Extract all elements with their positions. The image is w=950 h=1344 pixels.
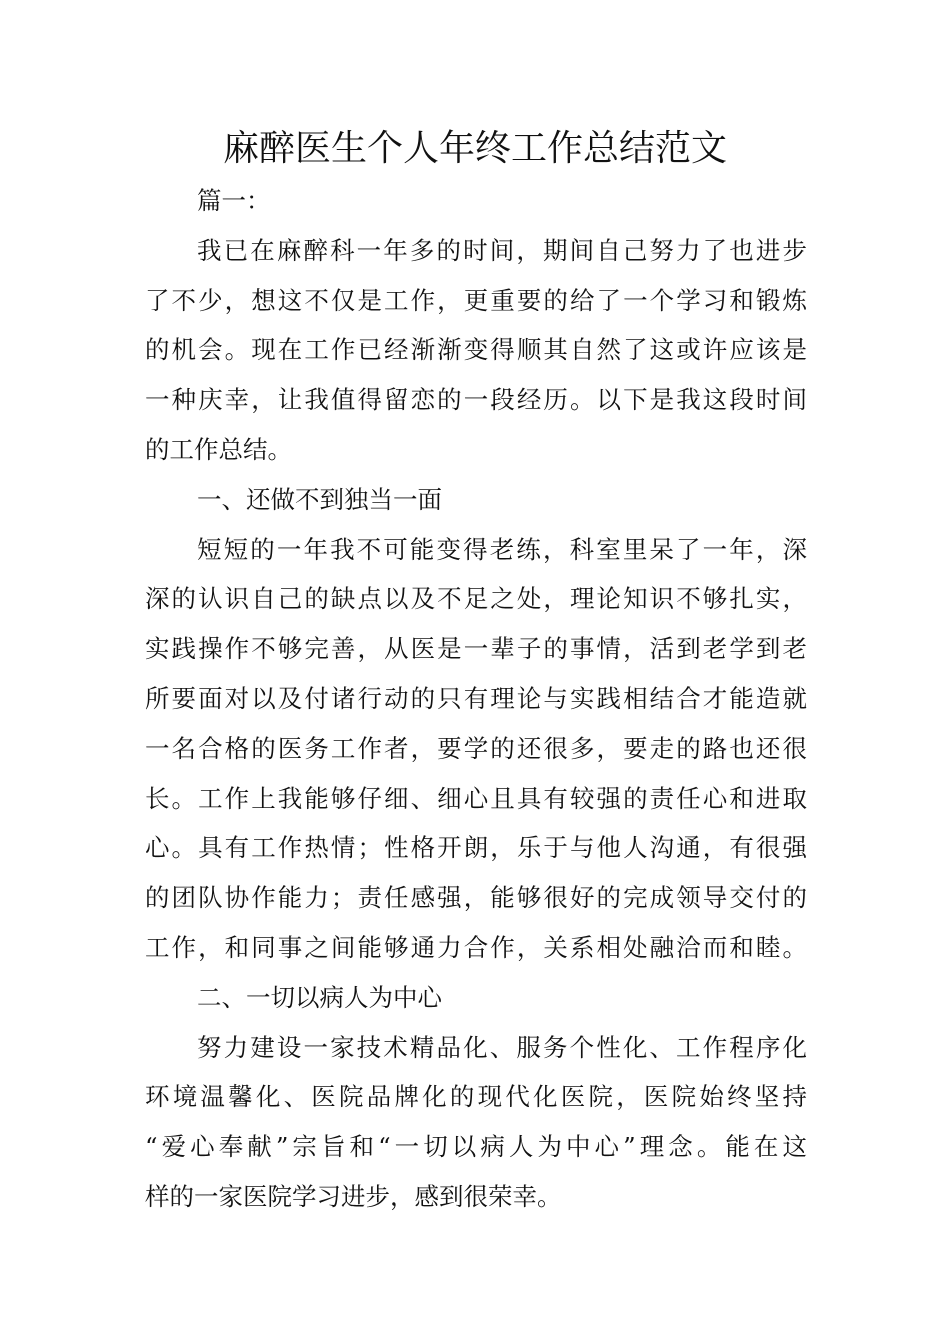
text-line: 篇一：	[197, 186, 271, 215]
text-line: 一名合格的医务工作者，要学的还很多，要走的路也还很	[145, 733, 807, 763]
text-line: 一种庆幸，让我值得留恋的一段经历。以下是我这段时间	[145, 385, 807, 415]
text-line: 实践操作不够完善，从医是一辈子的事情，活到老学到老	[145, 634, 807, 664]
text-line: 的工作总结。	[145, 434, 292, 464]
text-line: 深的认识自己的缺点以及不足之处，理论知识不够扎实，	[145, 584, 807, 614]
text-line: 一、还做不到独当一面	[197, 484, 442, 514]
text-line: 心。具有工作热情；性格开朗，乐于与他人沟通，有很强	[145, 833, 807, 863]
text-line: 的团队协作能力；责任感强，能够很好的完成领导交付的	[145, 883, 807, 913]
document-body	[145, 176, 807, 1222]
text-line: 的机会。现在工作已经渐渐变得顺其自然了这或许应该是	[145, 335, 807, 365]
document-title: 麻醉医生个人年终工作总结范文	[222, 128, 727, 169]
text-line: 所要面对以及付诸行动的只有理论与实践相结合才能造就	[145, 683, 807, 713]
text-line: 二、一切以病人为中心	[197, 982, 442, 1012]
text-line: 短短的一年我不可能变得老练，科室里呆了一年，深	[197, 534, 807, 564]
text-line: 长。工作上我能够仔细、细心且具有较强的责任心和进取	[145, 783, 807, 813]
text-line: 努力建设一家技术精品化、服务个性化、工作程序化	[197, 1032, 807, 1062]
text-line: 我已在麻醉科一年多的时间，期间自己努力了也进步	[197, 235, 807, 265]
text-line: “爱心奉献”宗旨和“一切以病人为中心”理念。能在这	[145, 1132, 807, 1162]
text-line: 工作，和同事之间能够通力合作，关系相处融洽而和睦。	[145, 932, 807, 962]
text-line: 样的一家医院学习进步，感到很荣幸。	[145, 1181, 562, 1211]
text-line: 环境温馨化、医院品牌化的现代化医院，医院始终坚持	[145, 1082, 807, 1112]
text-line: 了不少，想这不仅是工作，更重要的给了一个学习和锻炼	[145, 285, 807, 315]
